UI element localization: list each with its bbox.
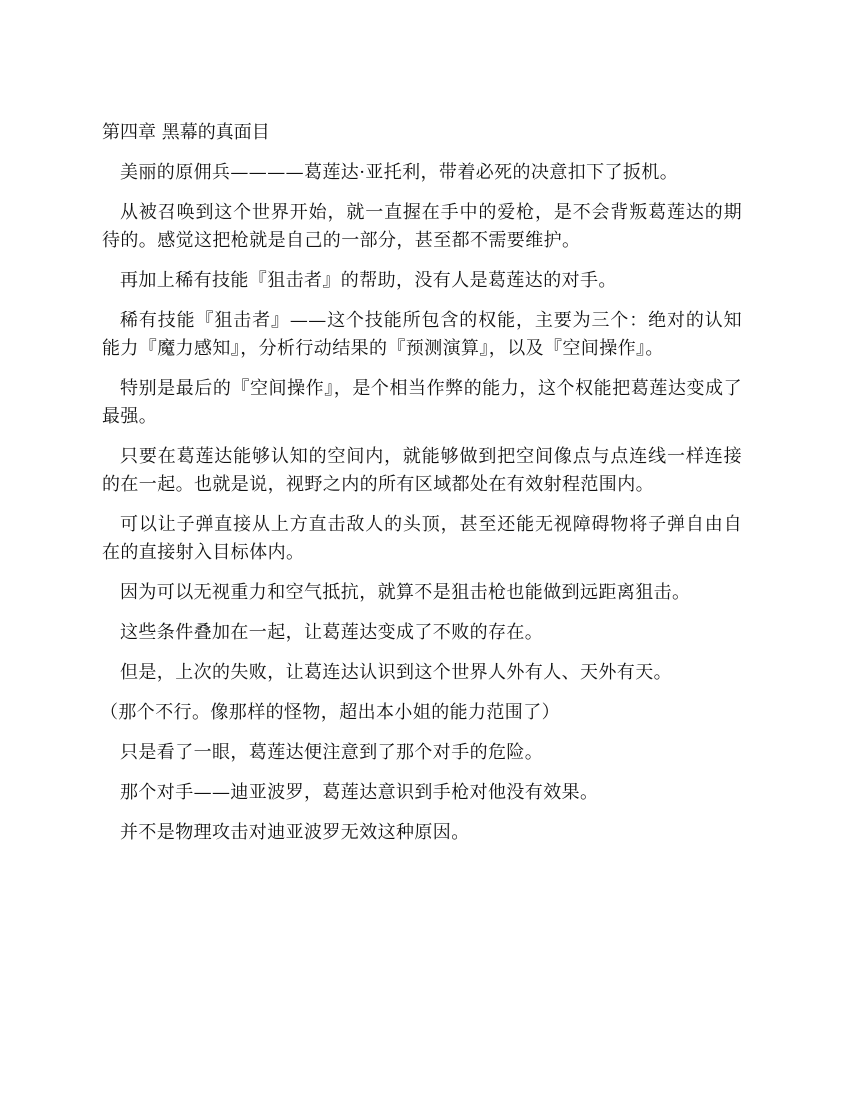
paragraph: 并不是物理攻击对迪亚波罗无效这种原因。 (120, 822, 470, 843)
paragraph: 那个对手——迪亚波罗，葛莲达意识到手枪对他没有效果。 (120, 782, 599, 803)
paragraph: 稀有技能『狙击者』——这个技能所包含的权能，主要为三个：绝对的认知能力『魔力感知』，分析行动结果的『预测演算』，以及『空间操作』。 (102, 310, 742, 359)
paragraph: 这些条件叠加在一起，让葛莲达变成了不败的存在。 (120, 622, 544, 643)
paragraph: 从被召唤到这个世界开始，就一直握在手中的爱枪，是不会背叛葛莲达的期待的。感觉这把枪就是自己的一部分，甚至都不需要维护。 (102, 202, 742, 251)
paragraph: 特别是最后的『空间操作』，是个相当作弊的能力，这个权能把葛莲达变成了最强。 (102, 378, 742, 427)
paragraph: 再加上稀有技能『狙击者』的帮助，没有人是葛莲达的对手。 (120, 270, 617, 291)
paragraph: 只要在葛莲达能够认知的空间内，就能够做到把空间像点与点连线一样连接的在一起。也就是说，视野之内的所有区域都处在有效射程范围内。 (102, 446, 742, 495)
paragraph: 只是看了一眼，葛莲达便注意到了那个对手的危险。 (120, 742, 544, 763)
paragraph: （那个不行。像那样的怪物，超出本小姐的能力范围了） (100, 702, 560, 723)
chapter-title: 第四章 黑幕的真面目 (102, 122, 270, 143)
paragraph: 美丽的原佣兵————葛莲达·亚托利，带着必死的决意扣下了扳机。 (120, 162, 679, 183)
paragraph: 可以让子弹直接从上方直击敌人的头顶，甚至还能无视障碍物将子弹自由自在的直接射入目标体内。 (102, 514, 742, 563)
paragraph: 因为可以无视重力和空气抵抗，就算不是狙击枪也能做到远距离狙击。 (120, 582, 691, 603)
document-page (102, 119, 742, 859)
paragraph: 但是，上次的失败，让葛连达认识到这个世界人外有人、天外有天。 (120, 662, 672, 683)
